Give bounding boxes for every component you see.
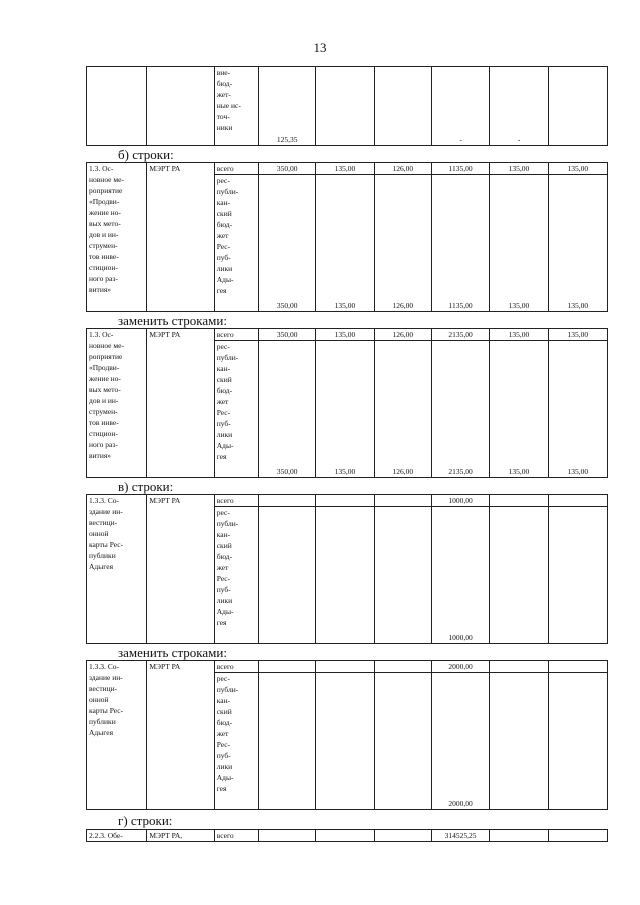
- value-cell: 314525,25: [431, 830, 489, 842]
- value-cell: [490, 507, 548, 644]
- value-cell: 135,00: [316, 329, 374, 341]
- table-top-continuation: [86, 66, 608, 146]
- value-cell: 2000,00: [431, 661, 489, 673]
- cell-empty: [374, 830, 431, 842]
- table-b-old: [86, 162, 608, 312]
- value-cell: 126,00: [374, 341, 431, 478]
- executor: МЭРТ РА: [147, 329, 214, 478]
- value-cell: 2135,00: [431, 329, 489, 341]
- value-cell: 126,00: [374, 163, 431, 175]
- cell-empty: [258, 830, 315, 842]
- value-cell: 1000,00: [431, 495, 489, 507]
- value-cell: [490, 495, 548, 507]
- value-cell: 1135,00: [431, 175, 489, 312]
- value-cell: 135,00: [548, 329, 607, 341]
- cell-empty: [490, 830, 548, 842]
- measure-name: 1.3.3. Со- здание ин- вестици- онной карты Рес- публики Адыгея: [87, 661, 147, 810]
- cell-empty: [316, 67, 374, 146]
- heading-v: в) строки:: [118, 479, 174, 494]
- budget-label: рес- публи- кан- ский бюд- жет Рес- пуб- лики Ады- гея: [214, 341, 258, 478]
- source-type: вне- бюд- жет- ные ис- точ- ники: [214, 67, 258, 146]
- measure-name: 1.3.3. Со- здание ин- вестици- онной карты Рес- публики Адыгея: [87, 495, 147, 644]
- value-cell: 125,35: [258, 67, 315, 146]
- value-cell: [374, 507, 431, 644]
- budget-label: рес- публи- кан- ский бюд- жет Рес- пуб- лики Ады- гея: [214, 507, 258, 644]
- value-cell: [258, 673, 315, 810]
- table-v-old: [86, 494, 608, 644]
- page-number: 13: [313, 40, 327, 55]
- total-label: всего: [214, 329, 258, 341]
- executor: МЭРТ РА: [147, 661, 214, 810]
- cell-empty: [548, 67, 607, 146]
- value-cell: 135,00: [490, 341, 548, 478]
- value-cell: 126,00: [374, 175, 431, 312]
- value-cell: [490, 673, 548, 810]
- cell-empty: [87, 67, 147, 146]
- value-cell: [258, 661, 315, 673]
- value-cell: [316, 661, 374, 673]
- value-cell: [258, 507, 315, 644]
- value-cell: [548, 507, 607, 644]
- measure-name: 1.3. Ос- новное ме- роприятие «Продви- жение но- вых мето- дов и ин- струмен- тов инве- стицион- ного раз- вития»: [87, 329, 147, 478]
- table-b-new: [86, 328, 608, 478]
- budget-label: рес- публи- кан- ский бюд- жет Рес- пуб- лики Ады- гея: [214, 175, 258, 312]
- heading-b: б) строки:: [118, 147, 174, 162]
- measure-name: 1.3. Ос- новное ме- роприятие «Продви- жение но- вых мето- дов и ин- струмен- тов инве- стицион- ного раз- вития»: [87, 163, 147, 312]
- heading-replace-1: заменить строками:: [118, 313, 227, 328]
- executor: МЭРТ РА: [147, 163, 214, 312]
- value-cell: [548, 661, 607, 673]
- value-cell: [316, 507, 374, 644]
- value-cell: 350,00: [258, 329, 315, 341]
- value-cell: [316, 495, 374, 507]
- executor: МЭРТ РА,: [147, 830, 214, 842]
- value-cell: -: [490, 67, 548, 146]
- value-cell: 1135,00: [431, 163, 489, 175]
- value-cell: [258, 495, 315, 507]
- value-cell: [316, 673, 374, 810]
- value-cell: 135,00: [316, 163, 374, 175]
- total-label: всего: [214, 163, 258, 175]
- executor: МЭРТ РА: [147, 495, 214, 644]
- cell-empty: [548, 830, 607, 842]
- value-cell: 135,00: [548, 163, 607, 175]
- value-cell: -: [431, 67, 489, 146]
- value-cell: 350,00: [258, 175, 315, 312]
- value-cell: [374, 661, 431, 673]
- total-label: всего: [214, 495, 258, 507]
- value-cell: 135,00: [316, 175, 374, 312]
- measure-name: 2.2.3. Обе-: [87, 830, 147, 842]
- value-cell: 135,00: [548, 175, 607, 312]
- cell-empty: [316, 830, 374, 842]
- value-cell: [490, 661, 548, 673]
- value-cell: [374, 673, 431, 810]
- budget-label: рес- публи- кан- ский бюд- жет Рес- пуб- лики Ады- гея: [214, 673, 258, 810]
- total-label: всего: [214, 661, 258, 673]
- value-cell: 135,00: [490, 175, 548, 312]
- heading-replace-2: заменить строками:: [118, 645, 227, 660]
- value-cell: 135,00: [490, 163, 548, 175]
- value-cell: 135,00: [548, 341, 607, 478]
- value-cell: 135,00: [490, 329, 548, 341]
- value-cell: 2135,00: [431, 341, 489, 478]
- value-cell: [548, 495, 607, 507]
- value-cell: [548, 673, 607, 810]
- value-cell: [374, 495, 431, 507]
- value-cell: 2000,00: [431, 673, 489, 810]
- table-v-new: [86, 660, 608, 810]
- value-cell: 135,00: [316, 341, 374, 478]
- value-cell: 1000,00: [431, 507, 489, 644]
- cell-empty: [374, 67, 431, 146]
- value-cell: 126,00: [374, 329, 431, 341]
- heading-g: г) строки:: [118, 813, 173, 828]
- total-label: всего: [214, 830, 258, 842]
- table-g: [86, 829, 608, 842]
- value-cell: 350,00: [258, 341, 315, 478]
- cell-empty: [147, 67, 214, 146]
- value-cell: 350,00: [258, 163, 315, 175]
